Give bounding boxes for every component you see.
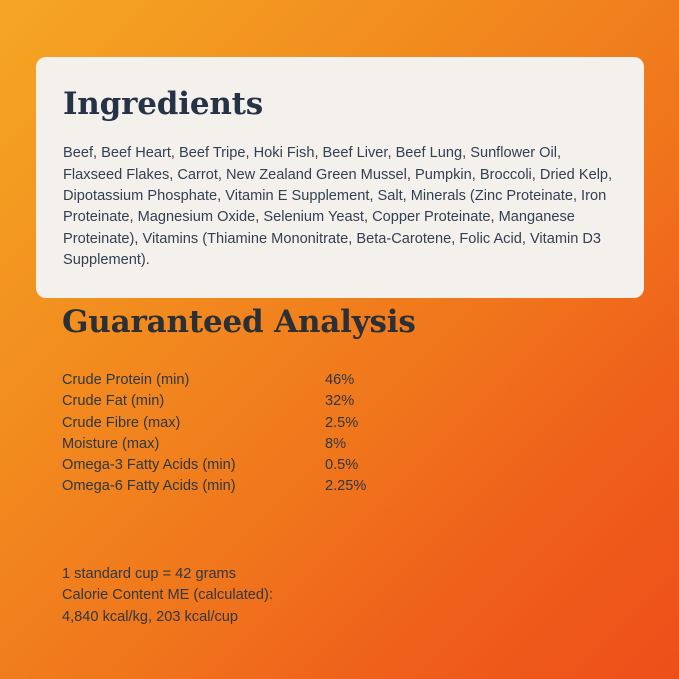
- table-row: [62, 457, 482, 478]
- nutrient-value: 8%: [325, 435, 347, 452]
- table-row: [62, 372, 482, 393]
- nutrient-value: 32%: [325, 393, 355, 410]
- nutrient-value: 0.5%: [325, 457, 359, 474]
- ingredients-card: [36, 57, 644, 298]
- nutrient-label: Omega-6 Fatty Acids (min): [62, 478, 236, 495]
- nutrient-label: Crude Fibre (max): [62, 414, 181, 431]
- nutrient-value: 2.25%: [325, 478, 367, 495]
- nutrient-value: 2.5%: [325, 414, 359, 431]
- nutrient-value: 46%: [325, 372, 355, 388]
- feeding-notes: [62, 564, 273, 628]
- nutrient-label: Crude Protein (min): [62, 372, 190, 388]
- guaranteed-analysis-table: [62, 372, 482, 500]
- ingredients-title: Ingredients: [63, 86, 264, 122]
- table-row: [62, 415, 482, 436]
- table-row: [62, 436, 482, 457]
- ingredients-body: Beef, Beef Heart, Beef Tripe, Hoki Fish, Beef Liver, Beef Lung, Sunflower Oil, Flaxseed Flakes, Carrot, New Zealand Green Mussel, Pumpkin, Broccoli, Dried Kelp, Dipotassium Phosphate, Vitamin E Supplement, Salt, Minerals (Zinc Proteinate, Iron Proteinate, Magnesium Oxide, Selenium Yeast, Copper Proteinate, Manganese Proteinate), Vitamins (Thiamine Mononitrate, Beta-Carotene, Folic Acid, Vitamin D3 Supplement).: [63, 145, 613, 269]
- table-row: [62, 478, 482, 499]
- table-row: [62, 393, 482, 414]
- calorie-content-value: 4,840 kcal/kg, 203 kcal/cup: [62, 608, 239, 625]
- calorie-content-label: Calorie Content ME (calculated):: [62, 587, 273, 604]
- nutrient-label: Moisture (max): [62, 435, 160, 452]
- nutrient-label: Omega-3 Fatty Acids (min): [62, 457, 236, 474]
- cup-weight-note: 1 standard cup = 42 grams: [62, 566, 237, 582]
- guaranteed-analysis-title: Guaranteed Analysis: [62, 304, 416, 340]
- nutrient-label: Crude Fat (min): [62, 393, 165, 410]
